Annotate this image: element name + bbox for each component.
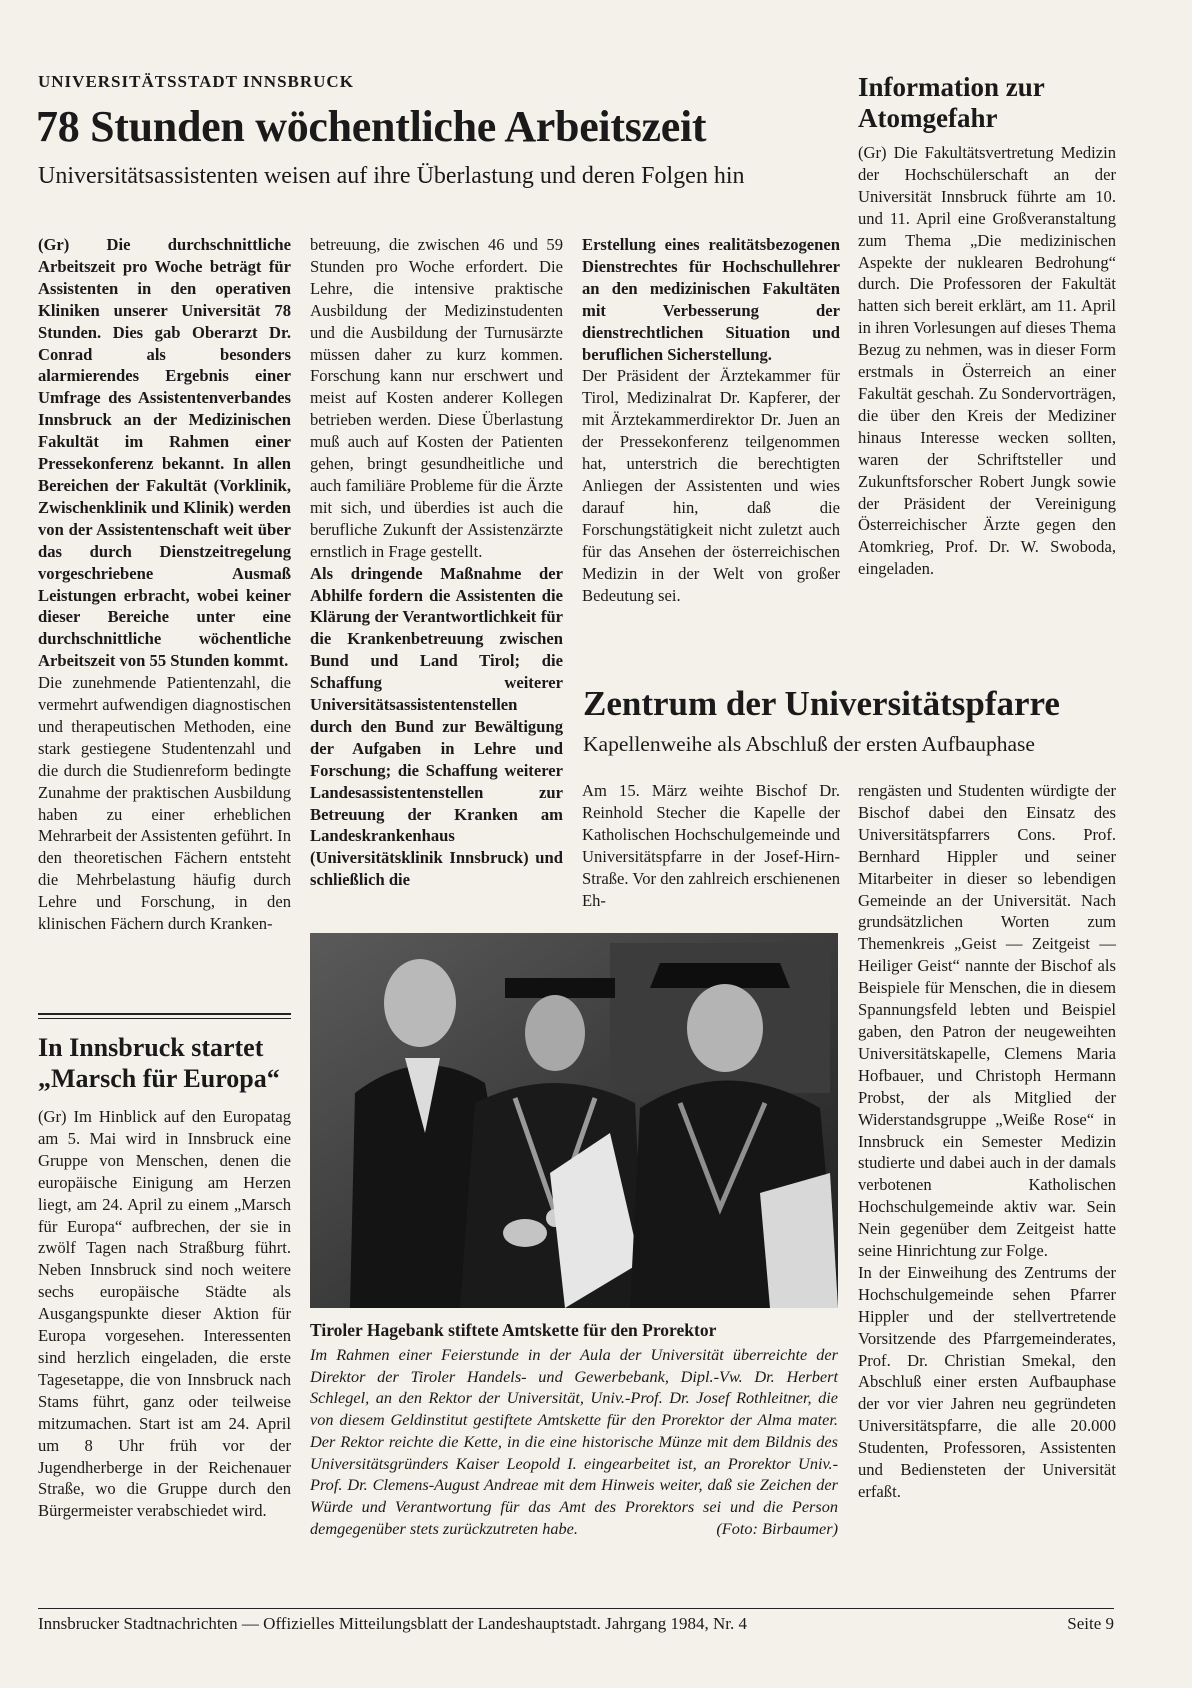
footer-publication: Innsbrucker Stadtnachrichten — Offizielles Mitteilungsblatt der Landeshauptstadt. Jahrgang 1984, Nr. 4 — [38, 1614, 747, 1633]
zentrum-subheadline: Kapellenweihe als Abschluß der ersten Aufbauphase — [583, 732, 1035, 756]
europa-body — [38, 1106, 291, 1522]
photo-caption-text: Im Rahmen einer Feierstunde in der Aula der Universität überreichte der Direktor der Tiroler Handels- und Gewerbebank, Dipl.-Vw. Dr. Herbert Schlegel, an den Rektor der Universität, Univ.-Prof. Dr. Josef Rothleitner, die von diesem Geldinstitut gestiftete Amtskette für den Prorektor der Alma mater. Der Rektor reichte die Kette, in die eine historische Münze mit dem Bildnis des Universitätsgründers Kaiser Leopold I. eingearbeitet ist, an Prorektor Univ.-Prof. Dr. Clemens-August Andreae mit dem Hinweis weiter, daß sie Zeichen der Würde und Verantwortung für das Amt des Prorektors sei und die Person demgegenüber stets zurückzutreten habe. — [310, 1345, 838, 1538]
zentrum-text-1: Am 15. März weihte Bischof Dr. Reinhold Stecher die Kapelle der Katholischen Hochschulgemeinde und Universitätspfarre in der Josef-Hirn-Straße. Vor den zahlreich erschienenen Eh- — [582, 781, 840, 910]
ceremony-photo — [310, 933, 838, 1308]
sidebar-text: (Gr) Die Fakultätsvertretung Medizin der Hochschülerschaft an der Universität Innsbruck führte am 10. und 11. April eine Großveranstaltung zum Thema „Die medizinischen Aspekte der nuklearen Bedrohung“ durch. Die Professoren der Fakultät hatten sich bereit erklärt, am 11. April in ihren Vorlesungen auf dieses Thema Bezug zu nehmen, was in dieser Form erstmals in Österreich an einer Fakultät geschah. Zu Sondervorträgen, die über den Kreis der Mediziner hinaus Interesse wecken sollten, waren der Schriftsteller und Zukunftsforscher Robert Jungk sowie der Präsident der Vereinigung Österreichischer Ärzte gegen den Atomkrieg, Prof. Dr. W. Swoboda, eingeladen. — [858, 143, 1116, 579]
article-subheadline: Universitätsassistenten weisen auf ihre Überlastung und deren Folgen hin — [38, 163, 745, 189]
article-column-1 — [38, 234, 291, 935]
europa-text: (Gr) Im Hinblick auf den Europatag am 5. Mai wird in Innsbruck eine Gruppe von Menschen, denen die europäische Einigung am Herzen liegt, am 24. April zu einem „Marsch für Europa“ aufbrechen, der sie in zwölf Tagen nach Straßburg führt. Neben Innsbruck sind noch weitere sechs europäische Städte als Ausgangspunkte dieser Aktion für Europa vorgesehen. Interessenten sind herzlich eingeladen, die erste Tagesetappe, die von Innsbruck nach Stams führt, ganz oder teilweise mitzumachen. Start ist am 24. April um 8 Uhr früh vor der Jugendherberge in der Reichenauer Straße, wo die Gruppe durch den Bürgermeister verabschiedet wird. — [38, 1107, 291, 1521]
sidebar-headline: Information zur Atomgefahr — [858, 72, 1045, 133]
photo-caption — [310, 1344, 838, 1539]
footer-divider — [38, 1608, 1114, 1609]
zentrum-text-2: rengästen und Studenten würdigte der Bischof dabei den Einsatz des Universitätspfarrers Cons. Prof. Bernhard Hippler und seiner Mitarbeiter in dieser so lebendigen Gemeinde an der Universität. Nach grundsätzlichen Worten zum Themenkreis „Geist — Zeitgeist — Heiliger Geist“ nannte der Bischof als Beispiele für Menschen, die in diesem Spannungsfeld lebten und Beispiel gaben, den Patron der neugeweihten Universitätskapelle, Clemens Maria Hofbauer, und Christoph Hermann Probst, der als Mitglied der Widerstandsgruppe „Weiße Rose“ in Innsbruck ein Semester Medizin studierte und dabei auch in der damals verbotenen Katholischen Hochschulgemeinde aktiv war. Sein Nein gegenüber dem Zeitgeist hatte seine Hinrichtung zur Folge. — [858, 781, 1116, 1261]
europa-headline — [38, 1032, 298, 1094]
zentrum-text-3: In der Einweihung des Zentrums der Hochschulgemeinde sehen Pfarrer Hippler und der stellvertretende Vorsitzende des Pfarrgemeinderates, Prof. Dr. Christian Smekal, den Abschluß einer ersten Aufbauphase der vor vier Jahren neu gegründeten Universitätspfarre, die alle 20.000 Studenten, Professoren, Assistenten und Bediensteten der Universität erfaßt. — [858, 1262, 1116, 1501]
article-body-2: betreuung, die zwischen 46 und 59 Stunden pro Woche erfordert. Die Lehre, die intensive praktische Ausbildung der Medizinstudenten und die Ausbildung der Turnusärzte müssen daher zu kurz kommen. Forschung kann nur erschwert und meist auf Kosten anderer Kollegen betrieben werden. Diese Überlastung muß auch auf Kosten der Patienten gehen, bringt gesundheitliche und auch familiäre Probleme für die Ärzte mit sich, und überdies ist auch die berufliche Zukunft der Assistenzärzte ernstlich in Frage gestellt. — [310, 235, 563, 561]
zentrum-headline: Zentrum der Universitätspfarre — [583, 684, 1060, 723]
article-kicker: UNIVERSITÄTSSTADT INNSBRUCK — [38, 72, 354, 91]
ceremony-photo-illustration — [310, 933, 838, 1308]
article-body-3: Der Präsident der Ärztekammer für Tirol, Medizinalrat Dr. Kapferer, der mit Ärztekammerdirektor Dr. Juen an der Pressekonferenz teilgenommen hat, unterstrich die berechtigten Anliegen der Assistenten und wies darauf hin, daß die Forschungstätigkeit nicht zuletzt auch für das Ansehen der österreichischen Medizin in der Welt von großer Bedeutung sei. — [582, 366, 840, 605]
section-divider — [38, 1013, 291, 1015]
article-column-2 — [310, 234, 563, 891]
article-demands-bold-cont: Erstellung eines realitätsbezogenen Dienstrechtes für Hochschullehrer an den medizinischen Fakultäten mit Verbesserung der dienstrechtlichen Situation und beruflichen Sicherstellung. — [582, 235, 840, 364]
photo-caption-title: Tiroler Hagebank stiftete Amtskette für den Prorektor — [310, 1320, 717, 1340]
article-lead-bold: (Gr) Die durchschnittliche Arbeitszeit pro Woche beträgt für Assistenten in den operativen Kliniken unserer Universität 78 Stunden. Dies gab Oberarzt Dr. Conrad als besonders alarmierendes Ergebnis einer Umfrage des Assistentenverbandes Innsbruck an der Medizinischen Fakultät im Rahmen einer Pressekonferenz bekannt. In allen Bereichen der Fakultät (Vorklinik, Zwischenklinik und Klinik) werden von der Assistentenschaft weit über das durch Dienstzeitregelung vorgeschriebene Ausmaß Leistungen erbracht, wobei keiner dieser Bereiche unter eine durchschnittliche wöchentliche Arbeitszeit von 55 Stunden kommt. — [38, 235, 291, 671]
sidebar-body — [858, 142, 1116, 580]
section-divider-thin — [38, 1018, 291, 1019]
zentrum-column-1 — [582, 780, 840, 911]
article-body-1: Die zunehmende Patientenzahl, die vermehrt aufwendigen diagnostischen und therapeutischen Methoden, eine stark gestiegene Studentenzahl und die durch die Studienreform bedingte Zunahme der praktischen Ausbildung haben zu einer erheblichen Mehrarbeit der Assistenten geführt. In den theoretischen Fächern entsteht die Mehrbelastung häufig durch Lehre und Forschung, in den klinischen Fächern durch Kranken- — [38, 673, 291, 934]
europa-headline-line-2: „Marsch für Europa“ — [38, 1064, 280, 1093]
page-number: Seite 9 — [1067, 1614, 1114, 1633]
page-footer — [38, 1614, 1114, 1634]
article-column-3 — [582, 234, 840, 606]
article-headline: 78 Stunden wöchentliche Arbeitszeit — [36, 102, 707, 151]
photo-credit: (Foto: Birbaumer) — [716, 1518, 838, 1538]
zentrum-column-2 — [858, 780, 1116, 1503]
europa-headline-line-1: In Innsbruck startet — [38, 1033, 264, 1062]
article-demands-bold: Als dringende Maßnahme der Abhilfe fordern die Assistenten die Klärung der Verantwortlichkeit für die Krankenbetreuung zwischen Bund und Land Tirol; die Schaffung weiterer Universitätsassistentenstellen durch den Bund zur Bewältigung der Aufgaben in Lehre und Forschung; die Schaffung weiterer Landesassistentenstellen zur Betreuung der Kranken am Landeskrankenhaus (Universitätsklinik Innsbruck) und schließlich die — [310, 563, 563, 890]
